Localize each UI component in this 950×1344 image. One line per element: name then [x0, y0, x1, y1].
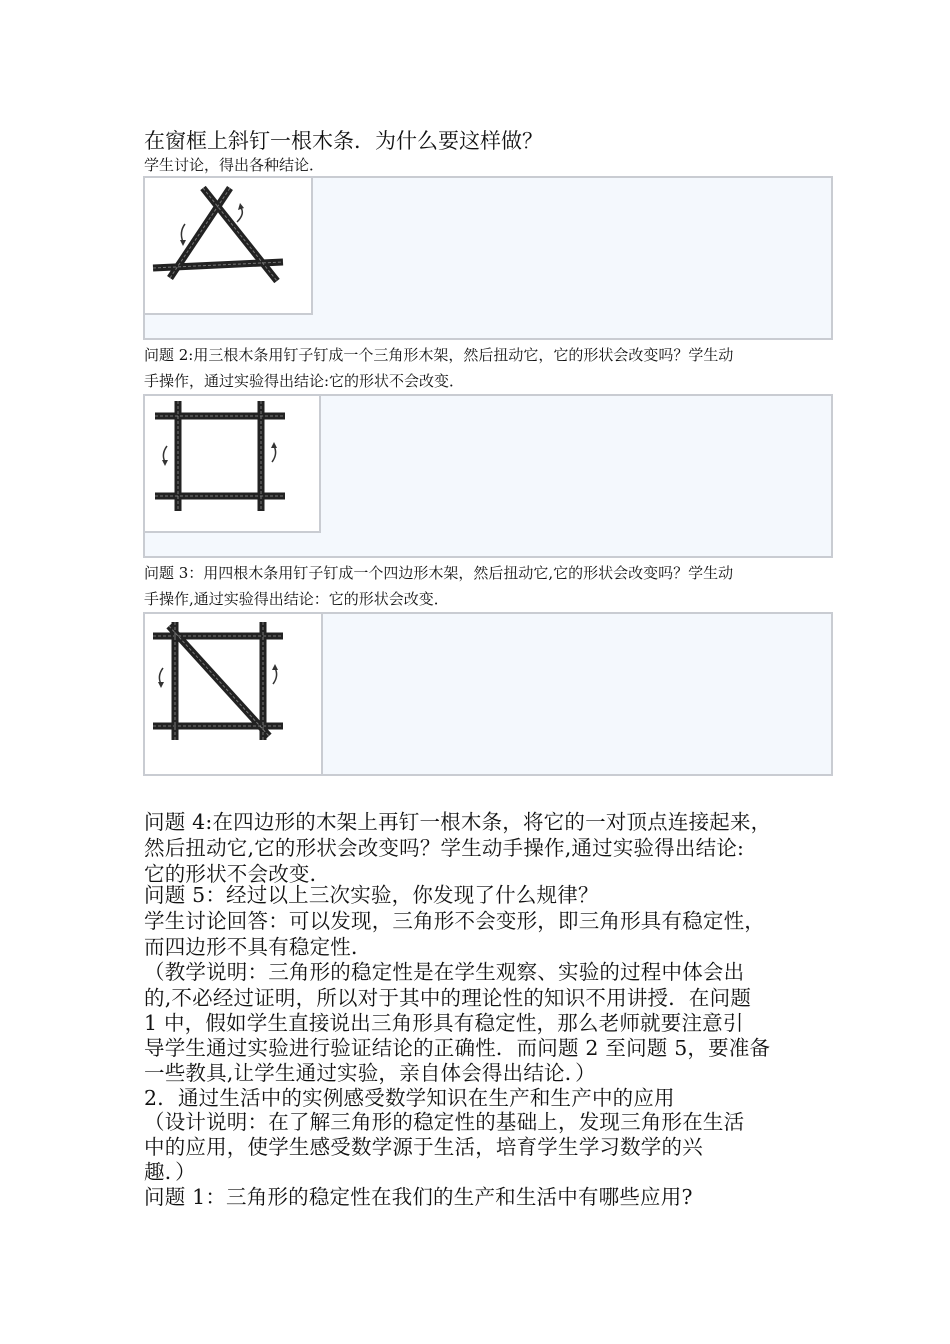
design-note-line-1: （设计说明：在了解三角形的稳定性的基础上，发现三角形在生活 — [144, 1110, 745, 1134]
figure-square-frame — [143, 394, 833, 558]
teaching-note-line-5: 一些教具,让学生通过实验，亲自体会得出结论．） — [144, 1061, 596, 1085]
figure-triangle-frame — [143, 176, 833, 340]
question-3-line-1: 问题 3：用四根木条用钉子钉成一个四边形木架，然后扭动它,它的形状会改变吗？学生动 — [144, 564, 734, 582]
question-4-line-1: 问题 4:在四边形的木架上再钉一根木条，将它的一对顶点连接起来， — [144, 810, 772, 834]
question-3-line-2: 手操作,通过实验得出结论：它的形状会改变． — [144, 590, 449, 608]
discussion-line: 学生讨论，得出各种结论． — [144, 156, 325, 174]
teaching-note-line-4: 导学生通过实验进行验证结论的正确性．而问题 2 至问题 5，要准备 — [144, 1036, 771, 1060]
braced-square-frame-image — [145, 614, 321, 774]
question-intro: 在窗框上斜钉一根木条．为什么要这样做？ — [144, 129, 543, 153]
question-2-line-2: 手操作，通过实验得出结论:它的形状不会改变． — [144, 372, 465, 390]
section-2-heading: 2．通过生活中的实例感受数学知识在生产和生产中的应用 — [144, 1086, 675, 1110]
question-5: 问题 5：经过以上三次实验，你发现了什么规律？ — [144, 883, 599, 907]
design-note-line-3: 趣．） — [144, 1160, 196, 1184]
triangle-frame-image — [145, 178, 311, 313]
question-1-application: 问题 1：三角形的稳定性在我们的生产和生活中有哪些应用? — [144, 1185, 693, 1209]
question-4-line-3: 它的形状不会改变． — [144, 862, 331, 886]
teaching-note-line-1: （教学说明：三角形的稳定性是在学生观察、实验的过程中体会出 — [144, 960, 745, 984]
question-4-line-2: 然后扭动它,它的形状会改变吗？学生动手操作,通过实验得出结论: — [144, 836, 745, 860]
figure-braced-square-frame — [143, 612, 833, 776]
teaching-note-line-2: 的,不必经过证明，所以对于其中的理论性的知识不用讲授．在问题 — [144, 986, 752, 1010]
teaching-note-line-3: 1 中，假如学生直接说出三角形具有稳定性，那么老师就要注意引 — [144, 1011, 744, 1035]
answer-line-2: 而四边形不具有稳定性． — [144, 935, 372, 959]
answer-line-1: 学生讨论回答：可以发现，三角形不会变形，即三角形具有稳定性， — [144, 909, 765, 933]
design-note-line-2: 中的应用，使学生感受数学源于生活，培育学生学习数学的兴 — [144, 1135, 703, 1159]
question-2-line-1: 问题 2:用三根木条用钉子钉成一个三角形木架，然后扭动它，它的形状会改变吗？学生动 — [144, 346, 734, 364]
square-frame-image — [145, 396, 319, 531]
